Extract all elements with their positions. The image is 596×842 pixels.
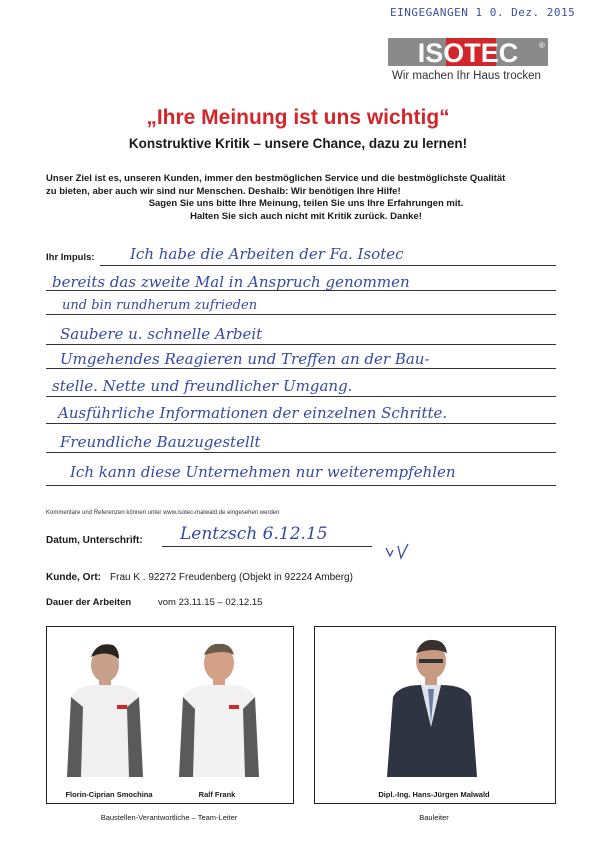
- signature-line: [162, 546, 372, 547]
- handwritten-line-7: Ausführliche Informationen der einzelnen Schritte.: [58, 404, 448, 422]
- customer-label: Kunde, Ort:: [46, 572, 101, 583]
- team-leaders-photo-box: [46, 626, 294, 804]
- handwritten-line-4: Saubere u. schnelle Arbeit: [60, 325, 263, 343]
- handwritten-line-6: stelle. Nette und freundlicher Umgang.: [52, 377, 353, 395]
- handwritten-line-3: und bin rundherum zufrieden: [62, 298, 258, 313]
- customer-value: Frau K . 92272 Freudenberg (Objekt in 92224 Amberg): [110, 572, 353, 583]
- team-leaders-photo: [47, 627, 293, 803]
- isotec-logo: [388, 36, 548, 68]
- duration-label: Dauer der Arbeiten: [46, 597, 132, 608]
- site-manager-caption: Bauleiter: [419, 813, 449, 822]
- person-1-name: Florin-Ciprian Smochina: [65, 790, 153, 799]
- ruled-line: [46, 344, 556, 345]
- ruled-line: [46, 396, 556, 397]
- date-signature-label: Datum, Unterschrift:: [46, 535, 143, 546]
- checkmark-scribble: [384, 542, 414, 564]
- ruled-line: [46, 423, 556, 424]
- page-title: „Ihre Meinung ist uns wichtig“: [146, 106, 450, 129]
- page-subtitle: Konstruktive Kritik – unsere Chance, dazu zu lernen!: [128, 136, 468, 151]
- ruled-line: [100, 265, 556, 266]
- intro-line-2: zu bieten, aber auch wir sind nur Menschen. Deshalb: Wir benötigen Ihre Hilfe!: [46, 185, 401, 197]
- duration-value: vom 23.11.15 – 02.12.15: [158, 597, 263, 608]
- handwritten-line-1: Ich habe die Arbeiten der Fa. Isotec: [130, 245, 404, 263]
- received-stamp: EINGEGANGEN 1 0. Dez. 2015: [390, 6, 576, 19]
- date-signature-value: Lentzsch 6.12.15: [180, 524, 328, 544]
- intro-line-3: Sagen Sie uns bitte Ihre Meinung, teilen Sie uns Ihre Erfahrungen mit.: [148, 198, 464, 210]
- logo-text: ISOTEC: [417, 38, 519, 68]
- registered-mark: ®: [539, 41, 545, 50]
- ruled-line: [46, 485, 556, 486]
- team-leaders-caption: Baustellen-Verantwortliche – Team-Leiter: [100, 813, 238, 822]
- ruled-line: [46, 314, 556, 315]
- intro-line-1: Unser Ziel ist es, unseren Kunden, immer den bestmöglichen Service und die bestmöglichste Qualität: [46, 173, 506, 184]
- person-3-name: Dipl.-Ing. Hans-Jürgen Malwald: [378, 790, 490, 799]
- impulse-label: Ihr Impuls:: [46, 252, 95, 263]
- handwritten-line-5: Umgehendes Reagieren und Treffen an der Bau-: [60, 350, 430, 368]
- site-manager-photo: [315, 627, 555, 803]
- ruled-line: [46, 452, 556, 453]
- handwritten-line-9: Ich kann diese Unternehmen nur weiterempfehlen: [70, 463, 456, 481]
- handwritten-line-2: bereits das zweite Mal in Anspruch genommen: [52, 273, 410, 291]
- intro-line-4: Halten Sie sich auch nicht mit Kritik zurück. Danke!: [190, 210, 422, 222]
- person-2-name: Ralf Frank: [198, 790, 236, 799]
- intro-text: [46, 173, 566, 223]
- ruled-line: [46, 368, 556, 369]
- logo-slogan: Wir machen Ihr Haus trocken: [392, 70, 541, 82]
- handwritten-line-8: Freundliche Bauzugestellt: [60, 433, 261, 451]
- site-manager-photo-box: [314, 626, 556, 804]
- references-note: Kommentare und Referenzen können unter www.isotec-malwald.de eingesehen werden: [46, 510, 280, 516]
